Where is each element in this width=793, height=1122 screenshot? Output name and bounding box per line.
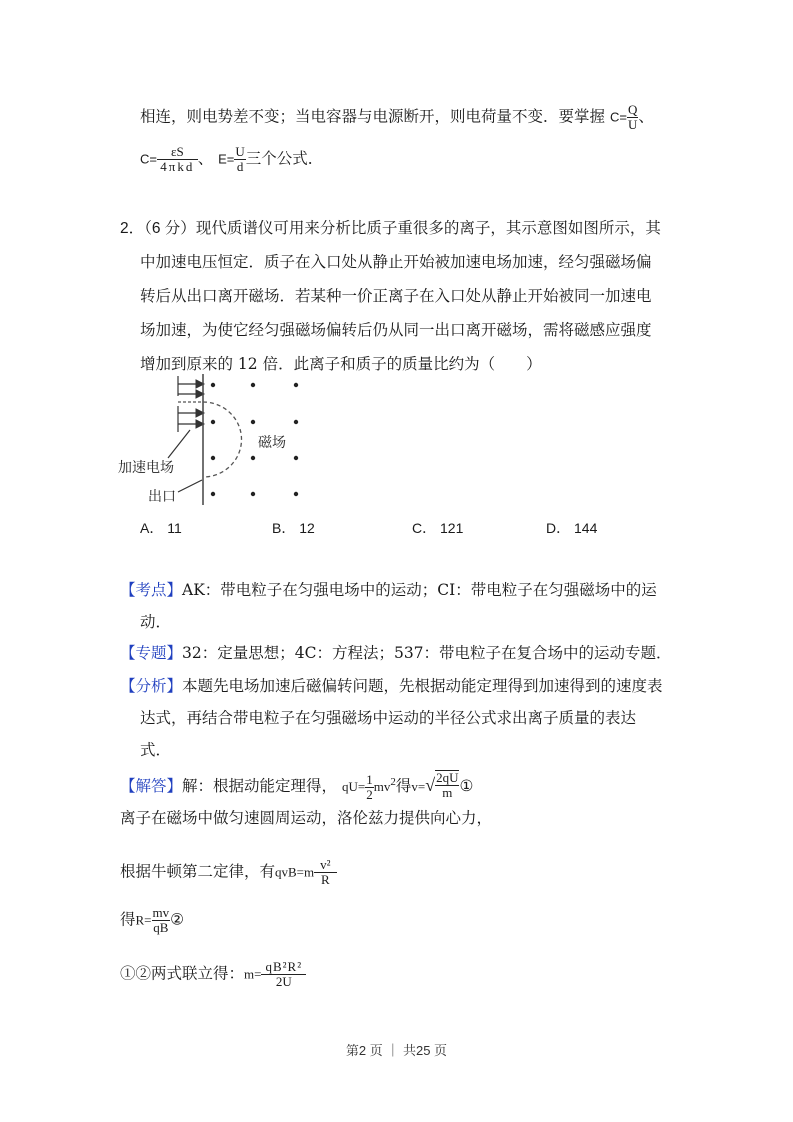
eq4-lhs: m= (244, 966, 262, 982)
question-line-2: 中加速电压恒定．质子在入口处从静止开始被加速电场加速，经匀强磁场偏 (140, 253, 652, 271)
eq1-half (365, 773, 374, 802)
zhuanti-line (120, 643, 672, 663)
fenxi-line-1 (120, 676, 663, 696)
kaodian-line-2: 动． (140, 613, 172, 631)
question-number: 2． (120, 220, 145, 237)
question-line-5: 增加到原来的 12 倍．此离子和质子的质量比约为（ ） (140, 355, 542, 373)
denominator: qB (153, 920, 169, 935)
denominator: 2U (275, 974, 292, 989)
jieda-text: 解：根据动能定理得， (182, 777, 338, 795)
denominator: 2 (366, 786, 373, 802)
formula-lhs: C= (609, 109, 627, 125)
separator: 、 (197, 149, 214, 168)
text: 得 (395, 777, 412, 795)
jieda-tag: 【解答】 (120, 777, 183, 795)
numerator: mv (152, 905, 170, 920)
label-exit: 出口 (148, 489, 176, 505)
fenxi-line-2: 达式，再结合带电粒子在匀强磁场中运动的半径公式求出离子质量的表达 (140, 709, 637, 727)
label-magnetic-field: 磁场 (258, 435, 286, 451)
sqrt-frac (435, 771, 459, 800)
question-score: （6 分） (144, 220, 196, 237)
numerator: 2qU (436, 770, 459, 785)
jieda-line-5 (120, 960, 306, 989)
accel-field-arrows (178, 376, 204, 432)
eq4-frac (261, 960, 306, 989)
formula-e-u-d (234, 145, 245, 174)
eq-marker-1: ① (459, 777, 474, 795)
numerator: εS (157, 145, 198, 160)
fenxi-text: 本题先电场加速后磁偏转问题，先根据动能定理得到加速得到的速度表 (182, 677, 663, 695)
trajectory-arc (203, 402, 242, 477)
jieda-line-4 (120, 906, 184, 935)
eq3-lhs: R= (135, 912, 152, 928)
label-accel-field: 加速电场 (118, 460, 174, 476)
text: ①②两式联立得： (120, 964, 245, 983)
question-line-3: 转后从出口离开磁场．若某种一价正离子在入口处从静止开始被同一加速电 (140, 287, 652, 305)
option-value: 11 (167, 520, 182, 536)
text: 得 (120, 910, 136, 929)
exit-label-leader (178, 480, 202, 492)
option-a[interactable] (140, 518, 182, 538)
option-letter: D． (546, 520, 571, 536)
denominator: R (321, 872, 330, 887)
formula-c-q-u (627, 103, 638, 132)
fenxi-tag: 【分析】 (120, 677, 183, 695)
eq1-v: v= (411, 779, 426, 794)
numerator: U (235, 144, 245, 159)
eq2-lhs: qvB=m (275, 864, 315, 880)
text: 根据牛顿第二定律，有 (120, 862, 276, 881)
kaodian-line-1 (120, 580, 657, 600)
eq3-frac (152, 906, 171, 935)
option-value: 12 (299, 520, 315, 536)
question-line-4: 场加速，为使它经匀强磁场偏转后仍从同一出口离开磁场，需将磁感应强度 (140, 321, 652, 339)
numerator: 1 (366, 771, 373, 787)
mass-spectrometer-diagram (110, 370, 330, 510)
denominator: U (627, 117, 638, 132)
formula-lhs: E= (218, 151, 235, 167)
eq1-sup: 2 (390, 775, 396, 788)
formula-c-es-4pikd (157, 145, 198, 174)
question-text: 现代质谱仪可用来分析比质子重很多的离子，其示意图如图所示，其 (195, 219, 661, 237)
eq1-lhs: qU= (341, 779, 366, 794)
option-letter: C． (412, 520, 437, 536)
option-c[interactable] (412, 518, 463, 538)
separator: 、 (638, 107, 654, 126)
fenxi-line-3: 式． (140, 741, 172, 759)
page-footer: 第2 页 ｜ 共25 页 (345, 1043, 448, 1058)
jieda-line-2: 离子在磁场中做匀速圆周运动，洛伦兹力提供向心力， (120, 809, 493, 827)
numerator: qB²R² (261, 960, 306, 975)
kaodian-tag: 【考点】 (120, 581, 183, 599)
eq-marker-2: ② (170, 910, 185, 929)
prev-answer-line-1 (140, 103, 654, 132)
denominator: m (442, 785, 453, 800)
eq1-sqrt (425, 770, 459, 800)
prev-answer-line-2 (140, 145, 323, 174)
numerator: v² (314, 858, 336, 873)
jieda-line-3 (120, 858, 337, 887)
option-d[interactable] (546, 518, 597, 538)
option-letter: B． (272, 520, 296, 536)
eq1-rhs: mv (373, 779, 391, 794)
numerator: Q (627, 102, 638, 117)
formula-lhs: C= (140, 151, 157, 167)
accel-label-leader (168, 430, 190, 458)
question-line-1 (120, 218, 661, 239)
sqrt-icon: √ (425, 775, 436, 795)
option-b[interactable] (272, 518, 315, 538)
option-value: 121 (440, 520, 464, 536)
kaodian-text: AK：带电粒子在匀强电场中的运动；CI：带电粒子在匀强磁场中的运 (182, 581, 657, 599)
text: 三个公式． (245, 149, 324, 168)
denominator: 4πkd (160, 159, 195, 174)
jieda-line-1 (120, 770, 473, 802)
text: 相连，则电势差不变；当电容器与电源断开，则电荷量不变．要掌握 (140, 107, 606, 126)
option-value: 144 (574, 520, 598, 536)
zhuanti-text: 32：定量思想；4C：方程法；537：带电粒子在复合场中的运动专题． (182, 644, 672, 662)
zhuanti-tag: 【专题】 (120, 644, 183, 662)
eq2-frac (314, 858, 336, 887)
denominator: d (236, 159, 244, 174)
option-letter: A． (140, 520, 164, 536)
